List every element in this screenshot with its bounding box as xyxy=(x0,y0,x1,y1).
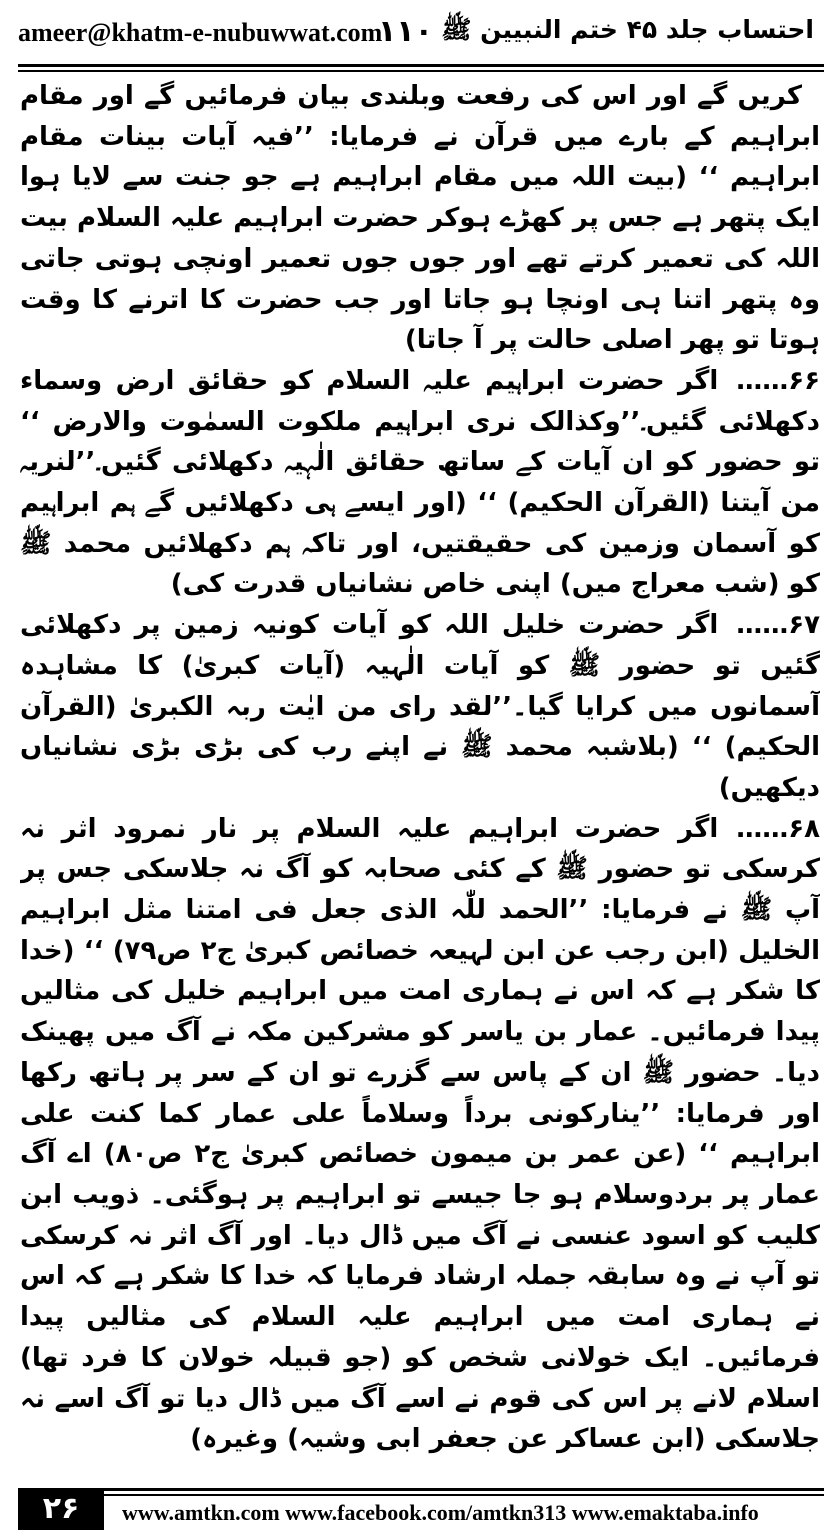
page-header xyxy=(0,0,840,70)
footer-rule-thick xyxy=(18,1488,824,1491)
footer-page-box: ۲۶ xyxy=(18,1488,104,1530)
header-page-number: ۱۱۰ xyxy=(378,14,433,49)
paragraph xyxy=(20,809,820,1456)
header-rule-thick xyxy=(18,64,824,67)
header-title: احتساب جلد ۴۵ ختم النبیین ﷺ xyxy=(441,15,814,44)
footer-rule-thin xyxy=(18,1494,824,1496)
header-email: ameer@khatm-e-nubuwwat.com xyxy=(18,18,383,47)
paragraph xyxy=(20,361,820,605)
paragraph-number: ۶۸…… xyxy=(736,813,820,844)
footer-links: www.amtkn.com www.facebook.com/amtkn313 www.emaktaba.info xyxy=(122,1500,759,1525)
paragraph xyxy=(20,605,820,809)
page-footer xyxy=(18,1488,824,1530)
paragraph-number: ۶۷…… xyxy=(736,610,820,641)
paragraph-text: اگر حضرت ابراہیم علیہ السلام پر نار نمرود اثر نہ کرسکی تو حضور ﷺ کے کئی صحابہ کو آگ نہ جلاسکی جس پر آپ ﷺ نے فرمایا: ’’الحمد للّٰہ الذی جعل فی امتنا مثل ابراہیم الخلیل (ابن رجب عن ابن لہیعہ خصائص کبریٰ ج۲ ص۷۹) ‘‘ (خدا کا شکر ہے کہ اس نے ہماری امت میں ابراہیم خلیل کی مثالیں پیدا فرمائیں۔ عمار بن یاسر کو مشرکین مکہ نے آگ میں پھینک دیا۔ حضور ﷺ ان کے پاس سے گزرے تو ان کے سر پر ہاتھ رکھا اور فرمایا: ’’ینارکونی برداً وسلاماً علی عمار کما کنت علی ابراہیم ‘‘ (عن عمر بن میمون خصائص کبریٰ ج۲ ص۸۰) اے آگ عمار پر بردوسلام ہو جا جیسے تو ابراہیم پر ہوگئی۔ ذویب ابن کلیب کو اسود عنسی نے آگ میں ڈال دیا۔ اور آگ اثر نہ کرسکی تو آپ نے وہ سابقہ جملہ ارشاد فرمایا کہ خدا کا شکر ہے کہ اس نے ہماری امت میں ابراہیم علیہ السلام کی مثالیں پیدا فرمائیں۔ ایک خولانی شخص کو (جو قبیلہ خولان کا فرد تھا) اسلام لانے پر اس کی قوم نے اسے آگ میں ڈال دیا تو آگ اسے نہ جلاسکی (ابن عساکر عن جعفر ابی وشیہ) وغیرہ) xyxy=(20,813,820,1455)
paragraph-text: کریں گے اور اس کی رفعت وبلندی بیان فرمائیں گے اور مقام ابراہیم کے بارے میں قرآن نے فرمایا: ’’فیہ آیات بینات مقام ابراہیم ‘‘ (بیت اللہ میں مقام ابراہیم ہے جو جنت سے لایا ہوا ایک پتھر ہے جس پر کھڑے ہوکر حضرت ابراہیم علیہ السلام بیت اللہ کی تعمیر کرتے تھے اور جوں جوں تعمیر اونچی ہوتی جاتی وہ پتھر اتنا ہی اونچا ہو جاتا اور جب حضرت کا اترنے کا وقت ہوتا تو پھر اصلی حالت پر آ جاتا) xyxy=(20,81,820,356)
paragraph-text: اگر حضرت خلیل اللہ کو آیات کونیہ زمین پر دکھلائی گئیں تو حضور ﷺ کو آیات الٰہیہ (آیات کبریٰ) کا مشاہدہ آسمانوں میں کرایا گیا۔’’لقد رای من ایٰت ربہ الکبریٰ (القرآن الحکیم) ‘‘ (بلاشبہ محمد ﷺ نے اپنے رب کی بڑی بڑی نشانیاں دیکھیں) xyxy=(20,610,820,803)
paragraph-text: اگر حضرت ابراہیم علیہ السلام کو حقائق ارض وسماء دکھلائی گئیں۔’’وکذالک نری ابراہیم ملکوت السمٰوت والارض ‘‘ تو حضور کو ان آیات کے ساتھ حقائق الٰہیہ دکھلائی گئیں۔’’لنریہ من آیتنا (القرآن الحکیم) ‘‘ (اور ایسے ہی دکھلائیں گے ہم ابراہیم کو آسمان وزمین کی حقیقتیں، اور تاکہ ہم دکھلائیں محمد ﷺ کو (شب معراج میں) اپنی خاص نشانیاں قدرت کی) xyxy=(20,365,820,600)
header-rule-thin xyxy=(18,70,824,72)
page-body xyxy=(20,76,820,1456)
paragraph xyxy=(20,76,820,361)
paragraph-number: ۶۶…… xyxy=(736,365,820,396)
